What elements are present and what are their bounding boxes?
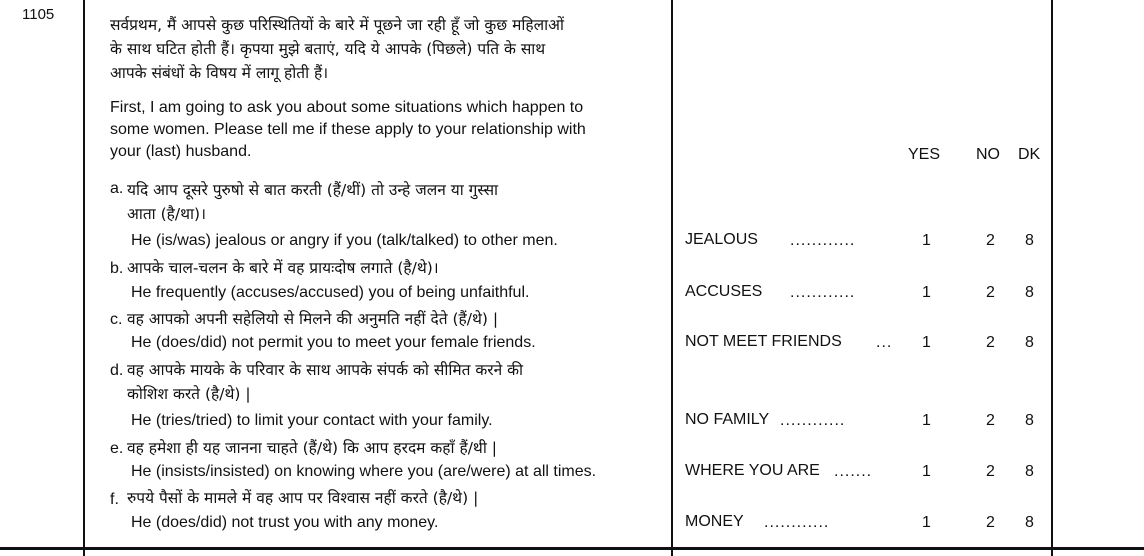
item-english: He (does/did) not permit you to meet your female friends. — [131, 334, 536, 351]
table-border-middle — [671, 0, 673, 556]
item-letter: f. — [110, 491, 119, 508]
item-hindi-line: वह आपके मायके के परिवार के साथ आपके संपर्क को सीमित करने की — [127, 361, 524, 379]
code-yes: 1 — [922, 514, 931, 531]
table-border-left — [83, 0, 85, 556]
code-dk: 8 — [1025, 232, 1034, 249]
column-header-no: NO — [976, 146, 1000, 163]
item-hindi-line: यदि आप दूसरे पुरुषो से बात करती (हैं/थीं) तो उन्हे जलन या गुस्सा — [127, 181, 499, 199]
item-hindi-line: आपके चाल-चलन के बारे में वह प्रायःदोष लगाते (है/थे)। — [127, 259, 439, 277]
dot-leader: ............ — [790, 232, 856, 249]
item-hindi-line: कोशिश करते (है/थे) | — [127, 385, 251, 403]
response-label: NO FAMILY — [685, 411, 770, 428]
response-label: WHERE YOU ARE — [685, 462, 820, 479]
item-hindi-line: वह हमेशा ही यह जानना चाहते (हैं/थे) कि आप हरदम कहाँ हैं/थी | — [127, 439, 497, 457]
response-label: ACCUSES — [685, 283, 763, 300]
column-header-dk: DK — [1018, 146, 1041, 163]
response-label: JEALOUS — [685, 231, 758, 248]
intro-hindi-line: के साथ घटित होती हैं। कृपया मुझे बताएं, यदि ये आपके (पिछले) पति के साथ — [110, 40, 546, 58]
item-letter: c. — [110, 311, 123, 328]
item-hindi-line: वह आपको अपनी सहेलियो से मिलने की अनुमति नहीं देते (हैं/थे) | — [127, 310, 499, 328]
item-english: He frequently (accuses/accused) you of being unfaithful. — [131, 284, 530, 301]
dot-leader: ............ — [764, 514, 830, 531]
code-dk: 8 — [1025, 412, 1034, 429]
code-yes: 1 — [922, 284, 931, 301]
code-dk: 8 — [1025, 463, 1034, 480]
intro-english-line: some women. Please tell me if these apply to your relationship with — [110, 121, 586, 138]
item-hindi-line: आता (है/था)। — [127, 205, 206, 223]
code-yes: 1 — [922, 412, 931, 429]
item-english: He (does/did) not trust you with any money. — [131, 514, 439, 531]
item-letter: e. — [110, 440, 124, 457]
code-dk: 8 — [1025, 514, 1034, 531]
intro-hindi-line: सर्वप्रथम, मैं आपसे कुछ परिस्थितियों के बारे में पूछने जा रही हूँ जो कुछ महिलाओं — [110, 16, 564, 34]
intro-english-line: your (last) husband. — [110, 143, 252, 160]
dot-leader: ............ — [790, 284, 856, 301]
item-english: He (tries/tried) to limit your contact with your family. — [131, 412, 493, 429]
code-no: 2 — [986, 463, 995, 480]
dot-leader: ............ — [780, 412, 846, 429]
table-border-right — [1051, 0, 1053, 556]
dot-leader: ....... — [834, 463, 873, 480]
item-letter: b. — [110, 260, 124, 277]
response-label: MONEY — [685, 513, 744, 530]
code-dk: 8 — [1025, 334, 1034, 351]
response-label: NOT MEET FRIENDS — [685, 333, 842, 350]
item-english: He (is/was) jealous or angry if you (talk/talked) to other men. — [131, 232, 558, 249]
question-number: 1105 — [22, 6, 55, 23]
code-no: 2 — [986, 232, 995, 249]
code-yes: 1 — [922, 232, 931, 249]
code-no: 2 — [986, 514, 995, 531]
item-letter: a. — [110, 180, 124, 197]
item-english: He (insists/insisted) on knowing where you (are/were) at all times. — [131, 463, 597, 480]
item-letter: d. — [110, 362, 124, 379]
column-header-yes: YES — [908, 146, 941, 163]
code-no: 2 — [986, 412, 995, 429]
code-dk: 8 — [1025, 284, 1034, 301]
intro-english-line: First, I am going to ask you about some situations which happen to — [110, 99, 584, 116]
dot-leader: ... — [876, 334, 893, 351]
intro-hindi-line: आपके संबंधों के विषय में लागू होती हैं। — [110, 64, 329, 82]
code-no: 2 — [986, 334, 995, 351]
table-border-bottom — [0, 547, 1144, 550]
item-hindi-line: रुपये पैसों के मामले में वह आप पर विश्वास नहीं करते (है/थे) | — [127, 489, 479, 507]
code-yes: 1 — [922, 463, 931, 480]
code-no: 2 — [986, 284, 995, 301]
code-yes: 1 — [922, 334, 931, 351]
